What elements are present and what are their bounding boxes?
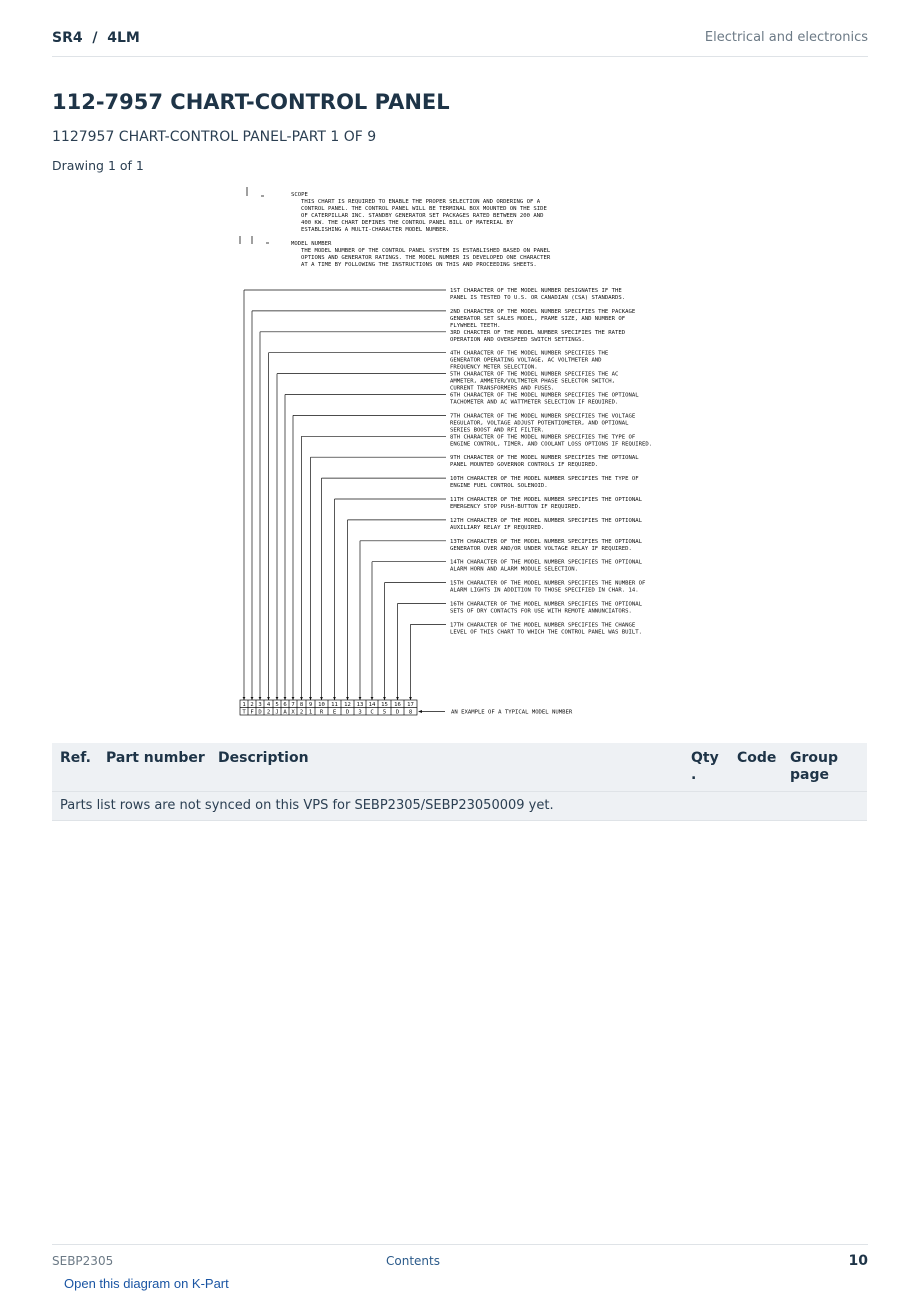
scope-line: THIS CHART IS REQUIRED TO ENABLE THE PROPER SELECTION AND ORDERING OF A: [301, 199, 541, 205]
leader-arrow: [409, 697, 412, 700]
example-character: R: [319, 709, 324, 716]
scope-heading: SCOPE: [291, 192, 308, 198]
example-character: D: [258, 709, 262, 716]
position-number: 16: [394, 702, 401, 708]
character-description: GENERATOR OVER AND/OR UNDER VOLTAGE RELAY IF REQUIRED.: [450, 545, 632, 552]
leader-arrow: [383, 697, 386, 700]
example-label: AN EXAMPLE OF A TYPICAL MODEL NUMBER: [451, 709, 573, 716]
position-number: 9: [308, 702, 313, 708]
character-description: SERIES BOOST AND RFI FILTER.: [450, 427, 545, 434]
example-character: A: [283, 709, 287, 716]
character-description: OPERATION AND OVERSPEED SWITCH SETTINGS.: [450, 336, 585, 343]
character-description: LEVEL OF THIS CHART TO WHICH THE CONTROL PANEL WAS BUILT.: [450, 629, 642, 636]
character-description: PANEL MOUNTED GOVERNOR CONTROLS IF REQUIRED.: [450, 462, 599, 469]
position-number: 11: [331, 702, 338, 708]
character-description: 4TH CHARACTER OF THE MODEL NUMBER SPECIFIES THE: [450, 350, 609, 357]
character-description: SETS OF DRY CONTACTS FOR USE WITH REMOTE ANNUNCIATORS.: [450, 608, 632, 615]
character-description: 6TH CHARACTER OF THE MODEL NUMBER SPECIFIES THE OPTIONAL: [450, 392, 639, 399]
character-description: 12TH CHARACTER OF THE MODEL NUMBER SPECIFIES THE OPTIONAL: [450, 517, 642, 524]
leader-arrow: [251, 697, 254, 700]
section-label: Electrical and electronics: [704, 30, 868, 45]
character-description: PANEL IS TESTED TO U.S. OR CANADIAN (CSA) STANDARDS.: [450, 295, 626, 301]
example-character: D: [395, 709, 400, 716]
scope-line: OF CATERPILLAR INC. STANDBY GENERATOR SET PACKAGES RATED BETWEEN 200 AND: [301, 213, 544, 219]
position-number: 4: [266, 702, 271, 708]
scope-line: CONTROL PANEL. THE CONTROL PANEL WILL BE TERMINAL BOX MOUNTED ON THE SIDE: [301, 206, 547, 212]
character-description: ENGINE CONTROL, TIMER, AND COOLANT LOSS OPTIONS IF REQUIRED.: [450, 441, 653, 448]
example-character: T: [242, 709, 246, 716]
scope-line: ESTABLISHING A MULTI-CHARACTER MODEL NUMBER.: [301, 227, 450, 233]
leader-arrow: [371, 697, 374, 700]
drawing-counter: Drawing 1 of 1: [52, 158, 144, 173]
model-heading: MODEL NUMBER: [291, 241, 332, 247]
doc-id: SEBP2305: [52, 1254, 114, 1268]
leader-arrow: [284, 697, 287, 700]
character-description: 11TH CHARACTER OF THE MODEL NUMBER SPECIFIES THE OPTIONAL: [450, 497, 642, 503]
character-description: REGULATOR, VOLTAGE ADJUST POTENTIOMETER, AND OPTIONAL: [450, 420, 629, 427]
col-group-page: Group page: [790, 750, 839, 783]
character-description: 2ND CHARACTER OF THE MODEL NUMBER SPECIFIES THE PACKAGE: [450, 308, 636, 315]
character-description: CURRENT TRANSFORMERS AND FUSES.: [450, 385, 555, 392]
example-character: 1: [308, 709, 313, 716]
position-number: 7: [291, 702, 295, 708]
character-description: 13TH CHARACTER OF THE MODEL NUMBER SPECIFIES THE OPTIONAL: [450, 538, 642, 545]
character-description: FLYWHEEL TEETH.: [450, 322, 501, 329]
leader-arrow: [320, 697, 323, 700]
leader-arrow: [396, 697, 399, 700]
leader-arrow: [259, 697, 262, 700]
page-footer: [52, 1244, 868, 1275]
character-description: 5TH CHARACTER OF THE MODEL NUMBER SPECIFIES THE AC: [450, 371, 619, 378]
character-description: GENERATOR OPERATING VOLTAGE, AC VOLTMETER AND: [450, 357, 602, 364]
example-character: 3: [358, 709, 362, 716]
kpart-link[interactable]: Open this diagram on K-Part: [64, 1276, 229, 1291]
position-number: 14: [368, 702, 376, 708]
character-description: 10TH CHARACTER OF THE MODEL NUMBER SPECIFIES THE TYPE OF: [450, 476, 639, 483]
example-character: J: [275, 709, 279, 716]
position-number: 17: [407, 702, 414, 708]
position-number: 5: [275, 702, 279, 708]
model-line: AT A TIME BY FOLLOWING THE INSTRUCTIONS ON THIS AND PROCEEDING SHEETS.: [301, 262, 537, 268]
page-title: 112-7957 CHART-CONTROL PANEL: [52, 90, 450, 114]
page-header: [52, 28, 868, 57]
character-description: ALARM HORN AND ALARM MODULE SELECTION.: [450, 566, 578, 573]
position-number: 13: [356, 702, 364, 708]
leader-arrow: [300, 697, 303, 700]
character-description: AMMETER, AMMETER/VOLTMETER PHASE SELECTOR SWITCH,: [450, 378, 616, 385]
position-number: 1: [242, 702, 246, 708]
col-ref: Ref.: [60, 750, 91, 766]
breadcrumb[interactable]: SR4 / 4LM: [52, 30, 140, 46]
parts-table: [52, 743, 867, 821]
example-character: D: [345, 709, 350, 716]
position-number: 12: [344, 702, 351, 708]
control-panel-chart-diagram[interactable]: [230, 180, 700, 725]
character-description: ALARM LIGHTS IN ADDITION TO THOSE SPECIFIED IN CHAR. 14.: [450, 587, 639, 594]
page-number: 10: [848, 1253, 868, 1269]
leader-arrow: [276, 697, 279, 700]
col-code: Code: [737, 750, 777, 766]
leader-arrow: [333, 697, 336, 700]
example-arrow-head: [418, 710, 422, 713]
col-description: Description: [218, 750, 309, 766]
example-character: 8: [408, 709, 413, 716]
character-description: 3RD CHARCTER OF THE MODEL NUMBER SPECIFIES THE RATED: [450, 329, 626, 336]
scope-line: 400 KW. THE CHART DEFINES THE CONTROL PANEL BILL OF MATERIAL BY: [301, 220, 514, 226]
position-number: 2: [250, 702, 254, 708]
model-line: OPTIONS AND GENERATOR RATINGS. THE MODEL NUMBER IS DEVELOPED ONE CHARACTER: [301, 255, 551, 261]
character-description: 1ST CHARACTER OF THE MODEL NUMBER DESIGNATES IF THE: [450, 288, 622, 294]
position-number: 10: [318, 702, 325, 708]
character-description: 14TH CHARACTER OF THE MODEL NUMBER SPECIFIES THE OPTIONAL: [450, 559, 642, 566]
example-character: X: [291, 709, 295, 716]
character-description: 9TH CHARACTER OF THE MODEL NUMBER SPECIFIES THE OPTIONAL: [450, 455, 639, 462]
position-number: 8: [299, 702, 304, 708]
model-line: THE MODEL NUMBER OF THE CONTROL PANEL SYSTEM IS ESTABLISHED BASED ON PANEL: [301, 248, 551, 254]
character-description: 7TH CHARACTER OF THE MODEL NUMBER SPECIFIES THE VOLTAGE: [450, 413, 636, 420]
character-description: 16TH CHARACTER OF THE MODEL NUMBER SPECIFIES THE OPTIONAL: [450, 601, 642, 608]
parts-table-note: Parts list rows are not synced on this VPS for SEBP2305/SEBP23050009 yet.: [52, 791, 867, 821]
contents-link[interactable]: Contents: [386, 1254, 440, 1268]
page-subtitle: 1127957 CHART-CONTROL PANEL-PART 1 OF 9: [52, 129, 377, 145]
character-description: FREQUENCY METER SELECTION.: [450, 364, 538, 371]
character-description: GENERATOR SET SALES MODEL, FRAME SIZE, AND NUMBER OF: [450, 315, 626, 322]
example-character: E: [332, 709, 337, 716]
leader-arrow: [359, 697, 362, 700]
position-number: 3: [258, 702, 262, 708]
example-character: 2: [266, 709, 271, 716]
position-number: 15: [381, 702, 388, 708]
col-part-number: Part number: [106, 750, 205, 766]
character-description: 15TH CHARACTER OF THE MODEL NUMBER SPECIFIES THE NUMBER OF: [450, 580, 646, 587]
parts-table-header: [52, 743, 867, 791]
leader-arrow: [309, 697, 312, 700]
example-character: 2: [299, 709, 304, 716]
character-description: TACHOMETER AND AC WATTMETER SELECTION IF REQUIRED.: [450, 399, 619, 406]
character-description: 8TH CHARACTER OF THE MODEL NUMBER SPECIFIES THE TYPE OF: [450, 434, 636, 441]
character-description: EMERGENCY STOP PUSH-BUTTON IF REQUIRED.: [450, 504, 582, 510]
leader-arrow: [267, 697, 270, 700]
character-description: AUXILIARY RELAY IF REQUIRED.: [450, 524, 545, 531]
position-number: 6: [283, 702, 287, 708]
example-character: F: [250, 709, 254, 716]
col-qty: Qty .: [691, 750, 719, 783]
example-character: C: [370, 709, 374, 716]
character-description: ENGINE FUEL CONTROL SOLENOID.: [450, 483, 548, 490]
example-character: 5: [382, 709, 387, 716]
character-description: 17TH CHARACTER OF THE MODEL NUMBER SPECIFIES THE CHANGE: [450, 622, 636, 629]
leader-arrow: [346, 697, 349, 700]
leader-arrow: [243, 697, 246, 700]
leader-arrow: [292, 697, 295, 700]
